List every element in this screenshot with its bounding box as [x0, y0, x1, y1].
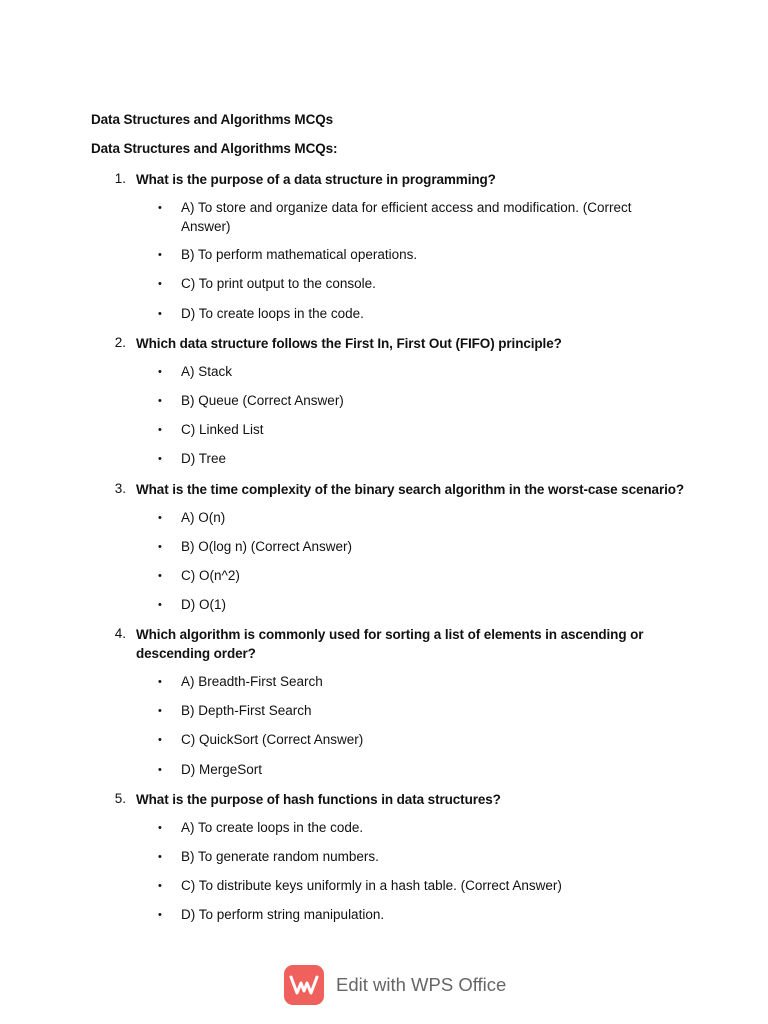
bullet: •	[158, 424, 162, 436]
bullet: •	[158, 880, 162, 892]
wps-edit-label: Edit with WPS Office	[336, 974, 507, 995]
document-title: Data Structures and Algorithms MCQs	[91, 112, 334, 127]
option-d: D) Tree	[181, 451, 227, 466]
document-subtitle: Data Structures and Algorithms MCQs:	[91, 141, 338, 156]
option-c: C) To print output to the console.	[181, 276, 376, 291]
option-a: A) To create loops in the code.	[181, 820, 364, 835]
option-d: D) To perform string manipulation.	[181, 907, 385, 922]
question-number: 1.	[114, 171, 126, 186]
wps-edit-watermark[interactable]	[284, 965, 506, 1005]
option-b: B) Depth-First Search	[181, 703, 312, 718]
bullet: •	[158, 705, 162, 717]
bullet: •	[158, 599, 162, 611]
question-number: 5.	[114, 791, 126, 806]
bullet: •	[158, 308, 162, 320]
bullet: •	[158, 202, 162, 214]
bullet: •	[158, 676, 162, 688]
bullet: •	[158, 278, 162, 290]
bullet: •	[158, 541, 162, 553]
question-text: Which data structure follows the First In, First Out (FIFO) principle?	[136, 336, 562, 351]
option-c: C) QuickSort (Correct Answer)	[181, 732, 364, 747]
option-b: B) To perform mathematical operations.	[181, 247, 418, 262]
bullet: •	[158, 851, 162, 863]
option-c: C) Linked List	[181, 422, 264, 437]
question-text: Which algorithm is commonly used for sorting a list of elements in ascending or descending order?	[136, 627, 644, 661]
wps-logo-icon	[284, 965, 324, 1005]
question-text: What is the purpose of hash functions in data structures?	[136, 792, 501, 807]
bullet: •	[158, 909, 162, 921]
option-d: D) To create loops in the code.	[181, 306, 364, 321]
question-number: 3.	[114, 481, 126, 496]
bullet: •	[158, 570, 162, 582]
bullet: •	[158, 512, 162, 524]
bullet: •	[158, 249, 162, 261]
wps-logo-glyph	[289, 974, 319, 996]
option-b: B) Queue (Correct Answer)	[181, 393, 344, 408]
question-text: What is the time complexity of the binary search algorithm in the worst-case scenario?	[136, 482, 685, 497]
option-b: B) O(log n) (Correct Answer)	[181, 539, 353, 554]
bullet: •	[158, 764, 162, 776]
question-number: 2.	[114, 335, 126, 350]
question-text: What is the purpose of a data structure in programming?	[136, 172, 496, 187]
option-d: D) MergeSort	[181, 762, 263, 777]
bullet: •	[158, 822, 162, 834]
option-a: A) O(n)	[181, 510, 226, 525]
bullet: •	[158, 734, 162, 746]
option-a: A) Breadth-First Search	[181, 674, 323, 689]
bullet: •	[158, 366, 162, 378]
option-c: C) O(n^2)	[181, 568, 240, 583]
option-a: A) To store and organize data for efficient access and modification. (Correct Answer)	[181, 200, 632, 234]
option-b: B) To generate random numbers.	[181, 849, 379, 864]
option-a: A) Stack	[181, 364, 233, 379]
question-number: 4.	[114, 626, 126, 641]
bullet: •	[158, 395, 162, 407]
option-c: C) To distribute keys uniformly in a hash table. (Correct Answer)	[181, 878, 562, 893]
option-d: D) O(1)	[181, 597, 226, 612]
bullet: •	[158, 453, 162, 465]
